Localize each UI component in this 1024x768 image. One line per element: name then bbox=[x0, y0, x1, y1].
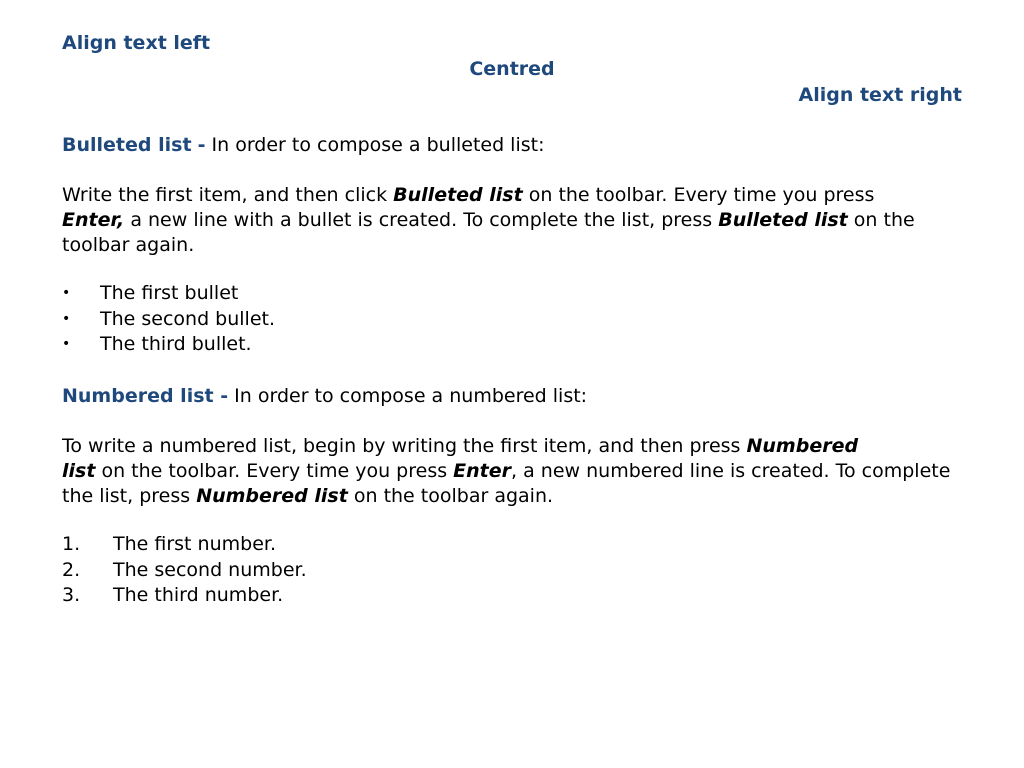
bulleted-list-intro-text: In order to compose a bulleted list: bbox=[211, 134, 545, 156]
numbered-list-intro bbox=[62, 385, 587, 407]
align-center-heading: Centred bbox=[469, 58, 555, 80]
number-marker: 3. bbox=[62, 584, 81, 606]
desc-text: Write the first item, and then click bbox=[62, 184, 388, 206]
keyword-enter: Enter bbox=[453, 460, 512, 482]
bulleted-list-intro bbox=[62, 134, 545, 156]
keyword-bulleted-list: Bulleted list bbox=[393, 184, 523, 206]
bullet-list bbox=[62, 281, 275, 358]
align-left-heading: Align text left bbox=[62, 32, 211, 54]
bulleted-list-dash: - bbox=[197, 134, 206, 156]
desc-text: , a new numbered line is created. To complete the list, press bbox=[62, 460, 951, 507]
list-item bbox=[62, 532, 307, 558]
keyword-numbered: Numbered bbox=[746, 435, 859, 457]
keyword-list: list bbox=[62, 460, 96, 482]
list-item bbox=[62, 332, 275, 358]
bullet-item-text: The first bullet bbox=[100, 282, 239, 304]
bulleted-desc-line-1 bbox=[62, 183, 962, 208]
bullet-marker: • bbox=[62, 310, 71, 327]
keyword-numbered-list: Numbered list bbox=[196, 485, 348, 507]
bullet-marker: • bbox=[62, 336, 71, 352]
list-item bbox=[62, 583, 307, 609]
align-right-heading: Align text right bbox=[798, 84, 962, 106]
number-marker: 2. bbox=[62, 558, 81, 581]
desc-text: on the toolbar again. bbox=[353, 485, 554, 507]
keyword-bulleted-list: Bulleted list bbox=[718, 209, 848, 231]
bullet-item-text: The third bullet. bbox=[100, 333, 252, 355]
bulleted-list-heading: Bulleted list bbox=[62, 134, 192, 156]
number-marker: 1. bbox=[62, 533, 81, 555]
number-item-text: The first number. bbox=[113, 533, 276, 555]
number-item-text: The third number. bbox=[113, 584, 284, 606]
bullet-marker: • bbox=[62, 285, 71, 301]
desc-text: on the toolbar. Every time you press bbox=[101, 460, 448, 482]
numbered-list-heading: Numbered list - bbox=[62, 385, 229, 407]
desc-text: on the toolbar again. bbox=[62, 209, 915, 256]
bulleted-desc-line-2 bbox=[62, 208, 962, 258]
bulleted-list-description bbox=[62, 183, 962, 258]
numbered-desc-line-1 bbox=[62, 434, 962, 459]
numbered-list-intro-text: In order to compose a numbered list: bbox=[234, 385, 588, 407]
numbered-desc-line-2 bbox=[62, 459, 962, 509]
desc-text: a new line with a bullet is created. To complete the list, press bbox=[130, 209, 713, 231]
desc-text: To write a numbered list, begin by writing the first item, and then press bbox=[62, 435, 741, 457]
bullet-item-text: The second bullet. bbox=[100, 307, 276, 330]
desc-text: on the toolbar. Every time you press bbox=[528, 184, 875, 206]
list-item bbox=[62, 281, 275, 307]
number-item-text: The second number. bbox=[113, 558, 307, 581]
numbered-list bbox=[62, 532, 307, 609]
numbered-list-description bbox=[62, 434, 962, 509]
list-item bbox=[62, 558, 307, 584]
list-item bbox=[62, 307, 275, 333]
keyword-enter: Enter, bbox=[62, 209, 125, 231]
